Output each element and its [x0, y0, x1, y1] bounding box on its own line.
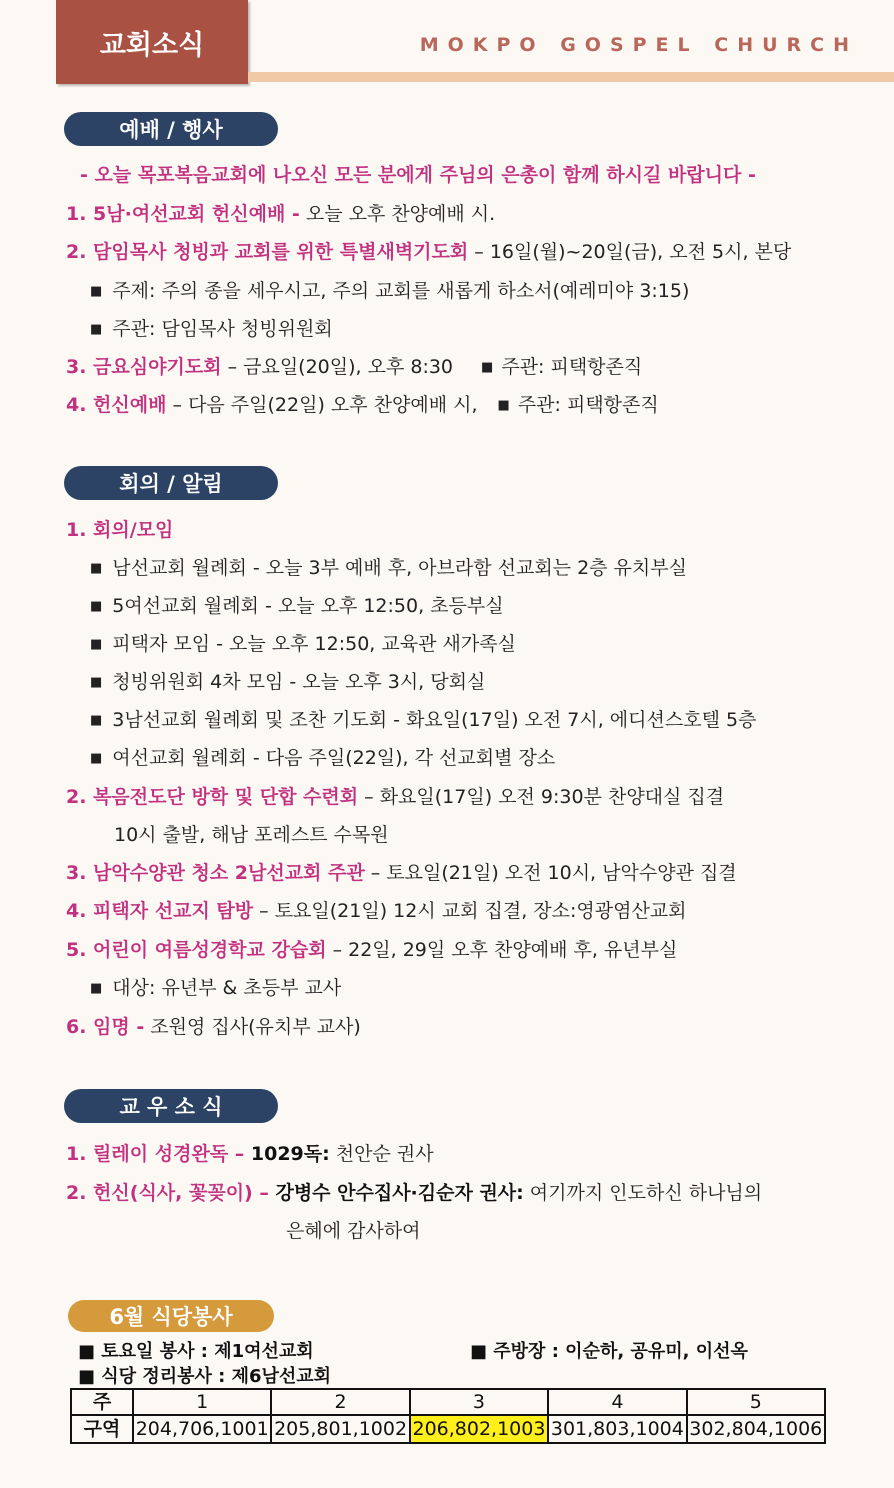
section-title-meetings: 회의 / 알림: [64, 466, 278, 500]
item-key: 3. 금요심야기도회: [66, 356, 222, 378]
cleanup-service: ■ 식당 정리봉사 : 제6남선교회: [78, 1366, 332, 1387]
bullet-icon: ■: [90, 284, 103, 299]
item-text: – 금요일(20일), 오후 8:30: [221, 356, 454, 378]
item-key: 1. 회의/모임: [66, 519, 174, 541]
item-text: 오늘 오후 찬양예배 시.: [299, 203, 496, 225]
item-extra: 주관: 피택항존직: [501, 356, 643, 378]
item-key: 2. 복음전도단 방학 및 단합 수련회: [66, 786, 359, 808]
item-extra: 주관: 피택항존직: [517, 394, 659, 416]
worship-item-1: [66, 199, 495, 226]
bullet-icon: ■: [90, 713, 103, 728]
sub-text: 여선교회 월례회 - 다음 주일(22일), 각 선교회별 장소: [112, 747, 556, 769]
meetings-sub-3: [90, 629, 516, 656]
bullet-icon: ■: [497, 398, 510, 413]
meetings-sub-2: [90, 591, 504, 618]
meetings-sub-1: [90, 553, 687, 580]
section-title-members: 교 우 소 식: [64, 1089, 278, 1123]
sub-text: 5여선교회 월례회 - 오늘 오후 12:50, 초등부실: [112, 595, 504, 617]
item-text: 조원영 집사(유치부 교사): [144, 1016, 361, 1038]
item-text: – 토요일(21일) 12시 교회 집결, 장소:영광염산교회: [253, 900, 687, 922]
worship-item-3: [66, 352, 642, 379]
week-cell: 5: [687, 1389, 825, 1415]
sub-text: 주관: 담임목사 청빙위원회: [112, 318, 333, 340]
bullet-icon: ■: [90, 751, 103, 766]
saturday-service: ■ 토요일 봉사 : 제1여선교회: [78, 1341, 314, 1362]
meetings-item-2: [66, 782, 724, 809]
worship-item-2-sub-2: [90, 314, 333, 341]
row-header: 주: [71, 1389, 133, 1415]
meetings-item-5-sub: [90, 973, 341, 1000]
members-item-2: [66, 1178, 762, 1205]
item-text: – 토요일(21일) 오전 10시, 남악수양관 집결: [364, 862, 737, 884]
item-key: 4. 피택자 선교지 탐방: [66, 900, 254, 922]
bullet-icon: ■: [90, 981, 103, 996]
item-key: 2. 담임목사 청빙과 교회를 위한 특별새벽기도회: [66, 241, 469, 263]
meetings-sub-5: [90, 705, 756, 732]
meetings-sub-6: [90, 743, 555, 770]
item-key: 2. 헌신(식사, 꽃꽂이): [66, 1182, 253, 1204]
sub-text: 주제: 주의 종을 세우시고, 주의 교회를 새롭게 하소서(예레미야 3:15): [112, 280, 690, 302]
row-header: 구역: [71, 1415, 133, 1443]
worship-item-4: [66, 390, 659, 417]
section-title-worship: 예배 / 행사: [64, 112, 278, 146]
district-cell: 301,803,1004: [548, 1415, 686, 1443]
members-item-2-cont: 은혜에 감사하여: [286, 1220, 421, 1242]
bullet-icon: ■: [90, 599, 103, 614]
item-key: 4. 헌신예배: [66, 394, 167, 416]
meetings-item-4: [66, 896, 687, 923]
worship-item-2-sub-1: [90, 276, 689, 303]
sub-text: 남선교회 월례회 - 오늘 3부 예배 후, 아브라함 선교회는 2층 유치부실: [112, 557, 687, 579]
week-cell: 1: [133, 1389, 271, 1415]
page-header: [0, 0, 894, 90]
item-text: – 16일(월)~20일(금), 오전 5시, 본당: [468, 241, 792, 263]
sub-text: 대상: 유년부 & 초등부 교사: [112, 977, 342, 999]
sub-text: 청빙위원회 4차 모임 - 오늘 오후 3시, 당회실: [112, 671, 486, 693]
district-table: [70, 1388, 826, 1444]
item-key: 6. 임명 -: [66, 1016, 145, 1038]
worship-item-2: [66, 237, 791, 264]
item-dash: –: [228, 1143, 251, 1165]
bullet-icon: ■: [90, 675, 103, 690]
item-key: 1. 릴레이 성경완독: [66, 1143, 229, 1165]
item-text: – 22일, 29일 오후 찬양예배 후, 유년부실: [326, 939, 678, 961]
district-cell: 204,706,1001: [133, 1415, 271, 1443]
week-cell: 3: [410, 1389, 548, 1415]
kitchen-chefs: ■ 주방장 : 이순하, 공유미, 이선옥: [470, 1341, 748, 1362]
page-title: 교회소식: [56, 0, 248, 84]
meetings-sub-4: [90, 667, 485, 694]
members-item-1: [66, 1139, 434, 1166]
meetings-item-2-cont: 10시 출발, 해남 포레스트 수목원: [114, 824, 389, 846]
item-dash: –: [252, 1182, 276, 1204]
item-bold: 1029독:: [250, 1143, 330, 1165]
district-cell-highlighted: 206,802,1003: [410, 1415, 548, 1443]
sub-text: 3남선교회 월례회 및 조찬 기도회 - 화요일(17일) 오전 7시, 에디션스호텔 5층: [112, 709, 757, 731]
week-cell: 2: [271, 1389, 409, 1415]
meetings-item-5: [66, 935, 677, 962]
church-name: MOKPO GOSPEL CHURCH: [419, 34, 858, 56]
item-key: 1. 5남·여선교회 헌신예배 -: [66, 203, 300, 225]
item-text: – 다음 주일(22일) 오후 찬양예배 시,: [166, 394, 478, 416]
meetings-item-1: [66, 515, 173, 542]
week-cell: 4: [548, 1389, 686, 1415]
item-text: 여기까지 인도하신 하나님의: [523, 1182, 763, 1204]
sub-text: 피택자 모임 - 오늘 오후 12:50, 교육관 새가족실: [112, 633, 516, 655]
meetings-item-3: [66, 858, 737, 885]
item-text: – 화요일(17일) 오전 9:30분 찬양대실 집결: [358, 786, 725, 808]
table-row: [71, 1389, 825, 1415]
bullet-icon: ■: [90, 637, 103, 652]
bullet-icon: ■: [90, 322, 103, 337]
item-text: 천안순 권사: [329, 1143, 434, 1165]
item-bold: 강병수 안수집사·김순자 권사:: [275, 1182, 524, 1204]
item-key: 3. 남악수양관 청소 2남선교회 주관: [66, 862, 365, 884]
greeting-message: - 오늘 목포복음교회에 나오신 모든 분에게 주님의 은총이 함께 하시길 바랍니다 -: [80, 164, 756, 186]
meetings-item-6: [66, 1012, 361, 1039]
district-cell: 205,801,1002: [271, 1415, 409, 1443]
district-cell: 302,804,1006: [687, 1415, 825, 1443]
bullet-icon: ■: [481, 360, 494, 375]
bullet-icon: ■: [90, 561, 103, 576]
header-divider: [248, 72, 894, 82]
table-row: [71, 1415, 825, 1443]
item-key: 5. 어린이 여름성경학교 강습회: [66, 939, 327, 961]
section-title-cafeteria: 6월 식당봉사: [68, 1300, 274, 1332]
